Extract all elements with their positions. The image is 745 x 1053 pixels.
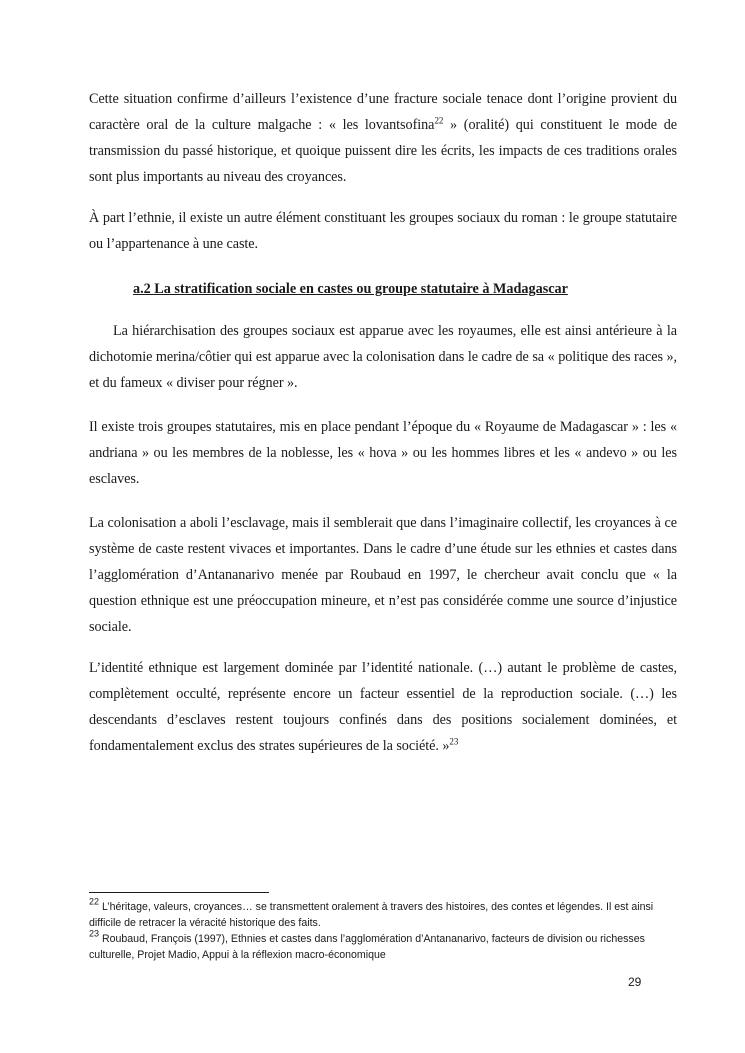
footnote-23: [89, 928, 659, 963]
footnote-ref-23[interactable]: 23: [449, 736, 459, 747]
paragraph-text: Cette situation confirme d’ailleurs l’existence d’une fracture sociale tenace dont l’origine provient du caractère oral de la culture malgache : « les lovantsofina: [89, 91, 677, 133]
footnote-ref-22[interactable]: 22: [434, 115, 444, 126]
paragraph-oral-culture: [89, 86, 677, 190]
paragraph-text-cont: » (oralité) qui constituent le mode de transmission du passé historique, et quoique puissent dire les écrits, les impacts de ces traditions orales sont plus importants au niveau des croyances.: [89, 117, 677, 185]
footnote-text: Roubaud, François (1997), Ethnies et castes dans l’agglomération d’Antananarivo, facteurs de division ou richesses culturelle, Projet Madio, Appui à la réflexion macro-économique: [89, 933, 645, 961]
paragraph-colonisation: La colonisation a aboli l’esclavage, mais il semblerait que dans l’imaginaire collectif, les croyances à ce système de caste restent vivaces et importantes. Dans le cadre d’une étude sur les ethnies et castes dans l’agglomération d’Antananarivo menée par Roubaud en 1997, le chercheur avait conclu que « la question ethnique est une préoccupation mineure, et n’est pas considérée comme une source d’injustice sociale.: [89, 515, 677, 635]
footnote-text: L’héritage, valeurs, croyances… se transmettent oralement à travers des histoires, des contes et légendes. Il est ainsi difficile de retracer la véracité historique des faits.: [89, 901, 654, 929]
footnote-number: 22: [89, 896, 100, 907]
paragraph-status-groups: Il existe trois groupes statutaires, mis en place pendant l’époque du « Royaume de Madagascar » : les « andriana » ou les membres de la noblesse, les « hova » ou les hommes libres et les « andevo » ou les esclaves.: [89, 419, 677, 487]
page-number: 29: [628, 975, 642, 989]
paragraph-caste-intro: À part l’ethnie, il existe un autre élément constituant les groupes sociaux du roman : le groupe statutaire ou l’appartenance à une caste.: [89, 210, 677, 252]
section-heading: a.2 La stratification sociale en castes ou groupe statutaire à Madagascar: [133, 281, 568, 297]
footnote-separator: [89, 892, 269, 893]
paragraph-text: L’identité ethnique est largement dominée par l’identité nationale. (…) autant le problème de castes, complètement occulté, représente encore un facteur essentiel de la reproduction sociale. (…) les descendants d’esclaves restent toujours confinés dans des positions socialement dominées, et fondamentalement exclus des strates supérieures de la société. »: [89, 660, 677, 754]
paragraph-hierarchy: La hiérarchisation des groupes sociaux est apparue avec les royaumes, elle est ainsi antérieure à la dichotomie merina/côtier qui est apparue avec la colonisation dans le cadre de sa « politique des races », et du fameux « diviser pour régner ».: [89, 323, 677, 391]
paragraph-ethnic-identity: [89, 655, 677, 759]
footnote-number: 23: [89, 928, 100, 939]
footnote-22: [89, 896, 659, 931]
